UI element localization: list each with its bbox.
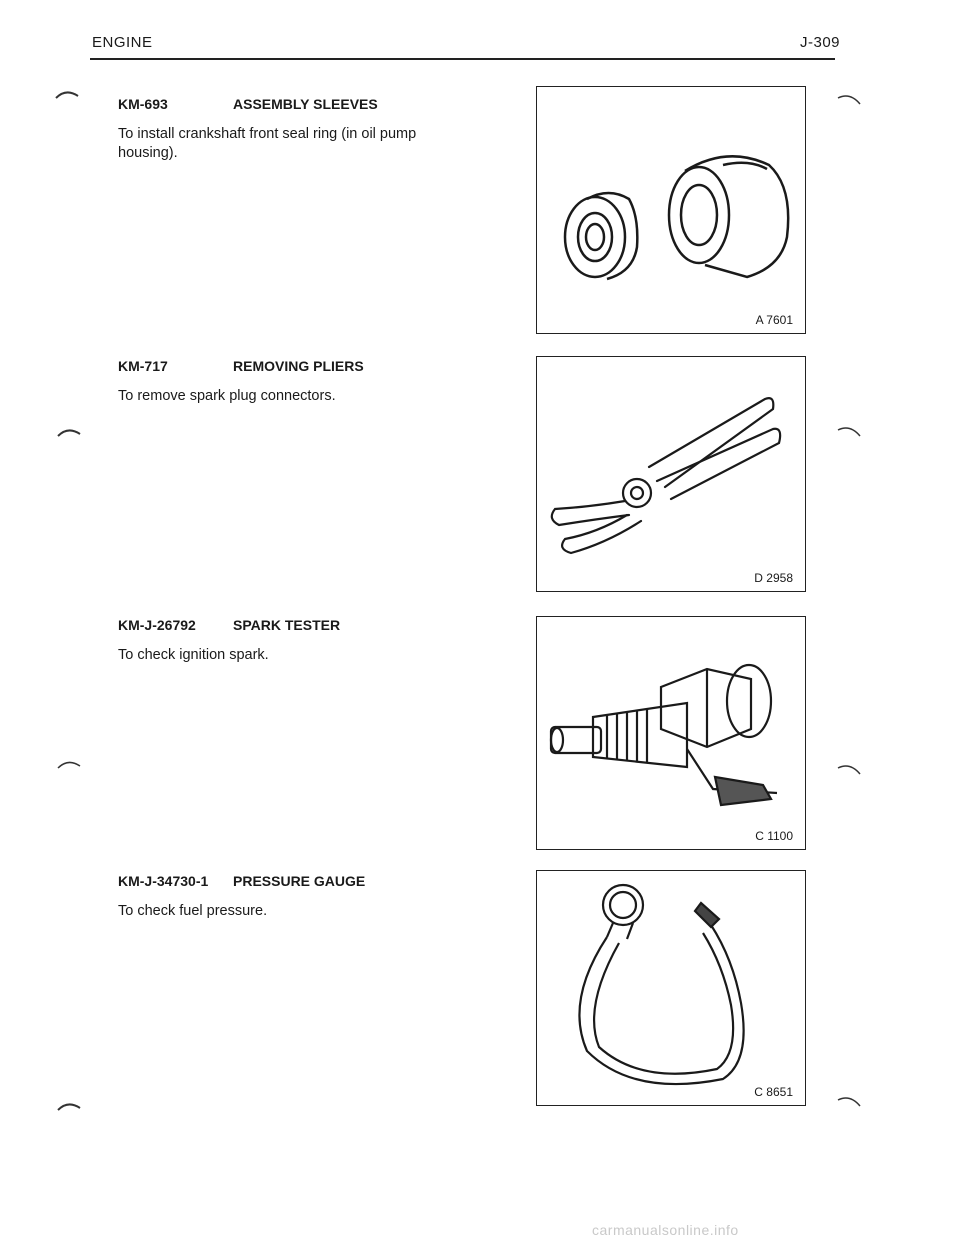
margin-mark-icon [836,92,862,106]
spark-tester-icon [537,617,805,849]
section-title: ENGINE [92,34,153,51]
tool-entry-assembly-sleeves [118,96,488,163]
figure-removing-pliers [536,356,806,592]
tool-entry-pressure-gauge [118,873,488,921]
tool-heading [118,617,488,633]
tool-name: SPARK TESTER [233,617,341,633]
watermark: carmanualsonline.info [592,1222,739,1238]
page-number: J-309 [800,34,841,51]
figure-pressure-gauge [536,870,806,1106]
tool-code: KM-J-26792 [118,617,196,633]
figure-spark-tester [536,616,806,850]
margin-mark-icon [836,1094,862,1108]
margin-mark-icon [836,762,862,776]
tool-name: ASSEMBLY SLEEVES [233,96,378,112]
tool-name: REMOVING PLIERS [233,358,364,374]
tool-name: PRESSURE GAUGE [233,873,366,889]
figure-code: C 1100 [755,829,793,843]
figure-code: D 2958 [754,571,793,585]
margin-mark-icon [56,758,82,772]
tool-entry-removing-pliers [118,358,488,406]
header-rule [90,58,835,60]
tool-heading [118,96,488,112]
assembly-sleeves-icon [537,87,805,333]
figure-code: C 8651 [754,1085,793,1099]
tool-heading [118,873,488,889]
figure-code: A 7601 [755,313,793,327]
margin-mark-icon [54,88,80,102]
tool-description: To check ignition spark. [118,647,269,663]
tool-description: To remove spark plug connectors. [118,388,336,404]
margin-mark-icon [56,426,82,440]
tool-description: To install crankshaft front seal ring (in oil pump housing). [118,126,417,161]
tool-code: KM-J-34730-1 [118,873,209,889]
tool-entry-spark-tester [118,617,488,665]
figure-assembly-sleeves [536,86,806,334]
tool-code: KM-717 [118,358,168,374]
margin-mark-icon [56,1100,82,1114]
tool-description: To check fuel pressure. [118,903,268,919]
tool-heading [118,358,488,374]
pressure-gauge-icon [537,871,805,1105]
margin-mark-icon [836,424,862,438]
tool-code: KM-693 [118,96,168,112]
removing-pliers-icon [537,357,805,591]
